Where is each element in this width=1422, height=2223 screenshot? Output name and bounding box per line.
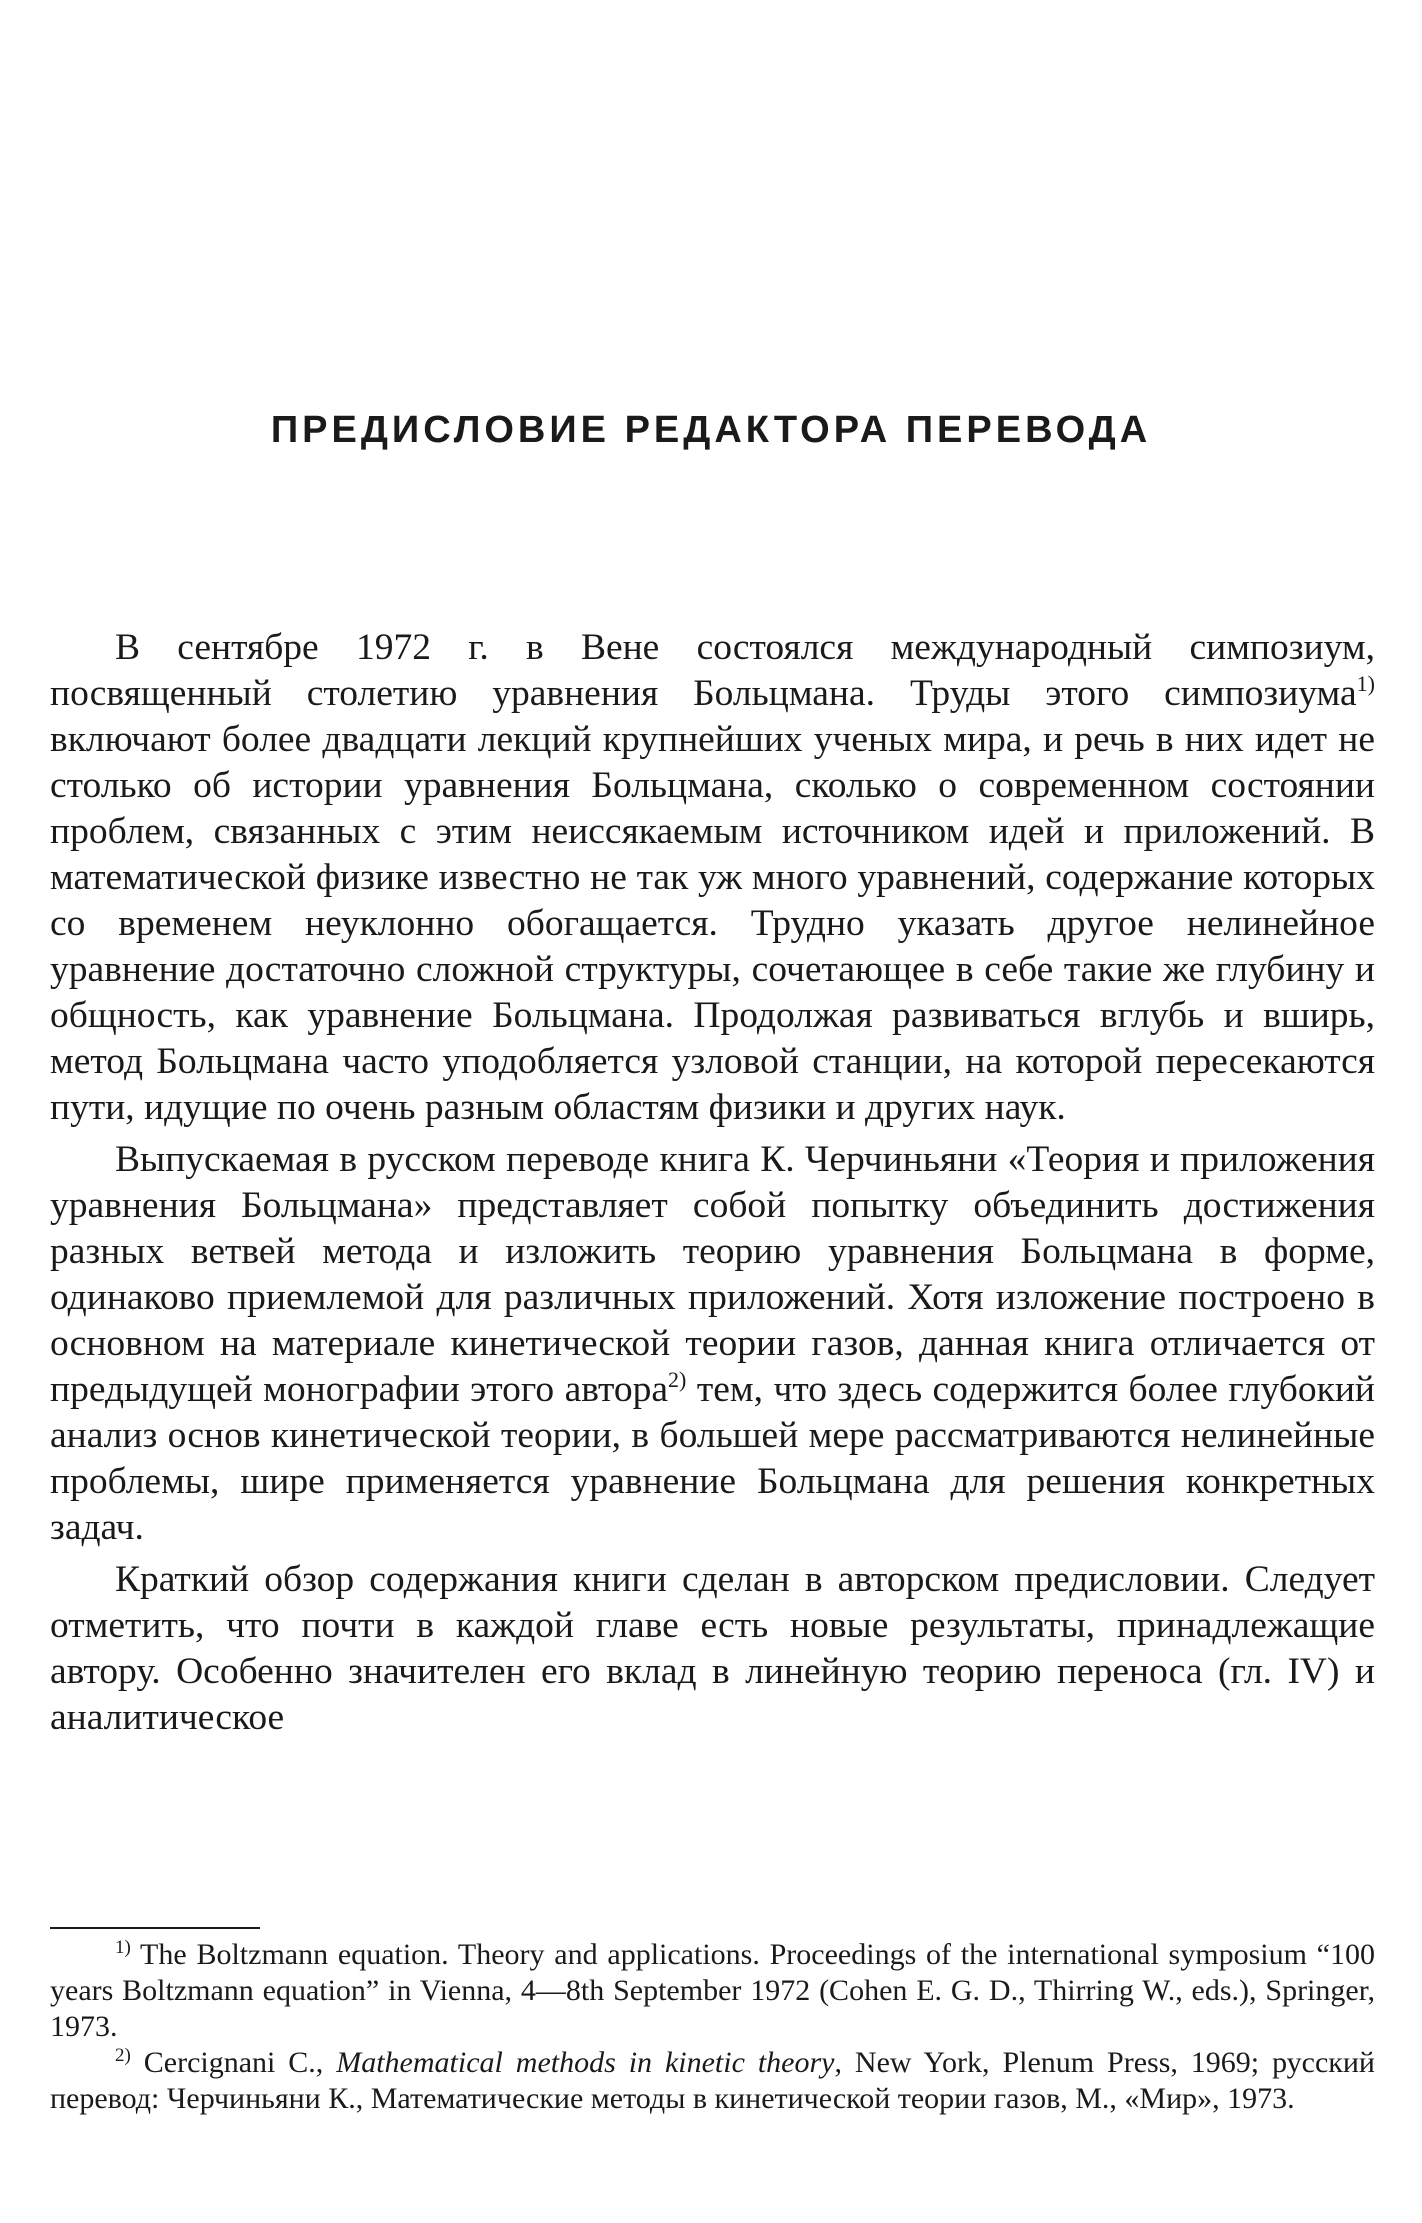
paragraph-2-text-b: тем, что здесь содержится более глубокий анализ основ кинетической теории, в большей мере рассматриваются нелинейные проблемы, шире применяется уравнение Больцмана для решения конкретных задач. bbox=[50, 1369, 1375, 1548]
footnote-2-rest: , New York, Plenum Press, 1969; русский перевод: Черчиньяни К., Математические методы в кинетической теории газов, М., «Мир», 1973. bbox=[50, 2046, 1375, 2115]
page-title: ПРЕДИСЛОВИЕ РЕДАКТОРА ПЕРЕВОДА bbox=[270, 409, 1152, 451]
paragraph-1-text-a: В сентябре 1972 г. в Вене состоялся международный симпозиум, посвященный столетию уравнения Больцмана. Труды этого симпозиума bbox=[50, 627, 1375, 714]
footnote-1-text: The Boltzmann equation. Theory and applications. Proceedings of the international symposium “100 years Boltzmann equation” in Vienna, 4—8th September 1972 (Cohen E. G. D., Thirring W., eds.), Springer, 1973. bbox=[50, 1938, 1375, 2043]
footnote-ref-2: 2) bbox=[668, 1367, 687, 1392]
footnote-2 bbox=[50, 2045, 1375, 2117]
footnote-1 bbox=[50, 1937, 1375, 2045]
paragraph-1 bbox=[50, 625, 1375, 1131]
paragraph-2-text-a: Выпускаемая в русском переводе книга К. Черчиньяни «Теория и приложения уравнения Больцмана» представляет собой попытку объединить достижения разных ветвей метода и изложить теорию уравнения Больцмана в форме, одинаково приемлемой для различных приложений. Хотя изложение построено в основном на материале кинетической теории газов, данная книга отличается от предыдущей монографии этого автора bbox=[50, 1139, 1375, 1410]
paragraph-1-text-b: включают более двадцати лекций крупнейших ученых мира, и речь в них идет не столько об истории уравнения Больцмана, сколько о современном состоянии проблем, связанных с этим неиссякаемым источником идей и приложений. В математической физике известно не так уж много уравнений, содержание которых со временем неуклонно обогащается. Трудно указать другое нелинейное уравнение достаточно сложной структуры, сочетающее в себе такие же глубину и общность, как уравнение Больцмана. Продолжая развиваться вглубь и вширь, метод Больцмана часто уподобляется узловой станции, на которой пересекаются пути, идущие по очень разным областям физики и других наук. bbox=[50, 719, 1375, 1128]
footnote-2-title: Mathematical methods in kinetic theory bbox=[336, 2046, 835, 2079]
footnote-divider bbox=[50, 1927, 260, 1929]
main-text bbox=[50, 625, 1375, 1741]
footnote-1-mark: 1) bbox=[115, 1937, 131, 1958]
paragraph-3: Краткий обзор содержания книги сделан в авторском предисловии. Следует отметить, что почти в каждой главе есть новые результаты, принадлежащие автору. Особенно значителен его вклад в линейную теорию переноса (гл. IV) и аналитическое bbox=[50, 1559, 1375, 1738]
footnote-2-mark: 2) bbox=[115, 2045, 131, 2066]
paragraph-2 bbox=[50, 1137, 1375, 1551]
footnote-ref-1: 1) bbox=[1356, 671, 1375, 696]
footnotes bbox=[50, 1937, 1375, 2117]
footnote-2-author: Cercignani C., bbox=[130, 2046, 337, 2079]
